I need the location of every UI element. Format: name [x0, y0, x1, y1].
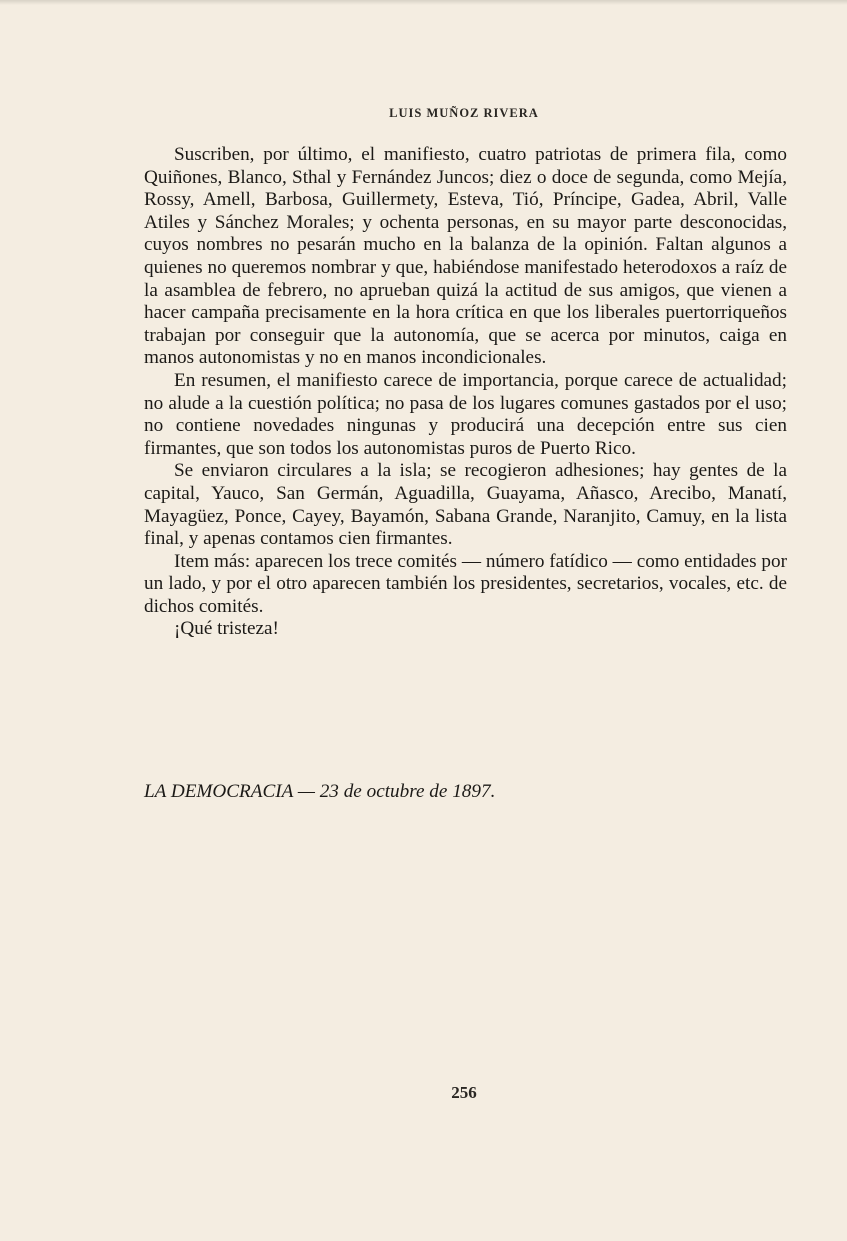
body-text	[144, 144, 787, 641]
paragraph: ¡Qué tristeza!	[174, 618, 279, 640]
paragraph: Suscriben, por último, el manifiesto, cuatro patriotas de primera fila, como Quiñones, Blanco, Sthal y Fernández Juncos; diez o doce de segunda, como Mejía, Rossy, Amell, Barbosa, Guillermety, Esteva, Tió, Príncipe, Gadea, Abril, Valle Atiles y Sánchez Morales; y ochenta personas, en su mayor parte desconocidas, cuyos nombres no pesarán mucho en la balanza de la opinión. Faltan algunos a quienes no queremos nombrar y que, habiéndose manifestado heterodoxos a raíz de la asamblea de febrero, no aprueban quizá la actitud de sus amigos, que vienen a hacer campaña precisamente en la hora crítica en que los liberales puertorriqueños trabajan por conseguir que la autonomía, que se acerca por minutos, caiga en manos autonomistas y no en manos incondicionales.	[144, 144, 787, 369]
page-number: 256	[451, 1083, 477, 1102]
paragraph: Item más: aparecen los trece comités — número fatídico — como entidades por un lado, y por el otro aparecen también los presidentes, secretarios, vocales, etc. de dichos comités.	[144, 550, 787, 617]
running-header: LUIS MUÑOZ RIVERA	[389, 106, 539, 120]
source-citation: LA DEMOCRACIA — 23 de octubre de 1897.	[144, 781, 496, 802]
paragraph: En resumen, el manifiesto carece de importancia, porque carece de actualidad; no alude a la cuestión política; no pasa de los lugares comunes gastados por el uso; no contiene novedades ningunas y producirá una decepción entre sus cien firmantes, que son todos los autonomistas puros de Puerto Rico.	[144, 369, 787, 459]
paragraph: Se enviaron circulares a la isla; se recogieron adhesiones; hay gentes de la capital, Yauco, San Germán, Aguadilla, Guayama, Añasco, Arecibo, Manatí, Mayagüez, Ponce, Cayey, Bayamón, Sabana Grande, Naranjito, Camuy, en la lista final, y apenas contamos cien firmantes.	[144, 460, 787, 550]
page-top-edge	[0, 0, 847, 5]
